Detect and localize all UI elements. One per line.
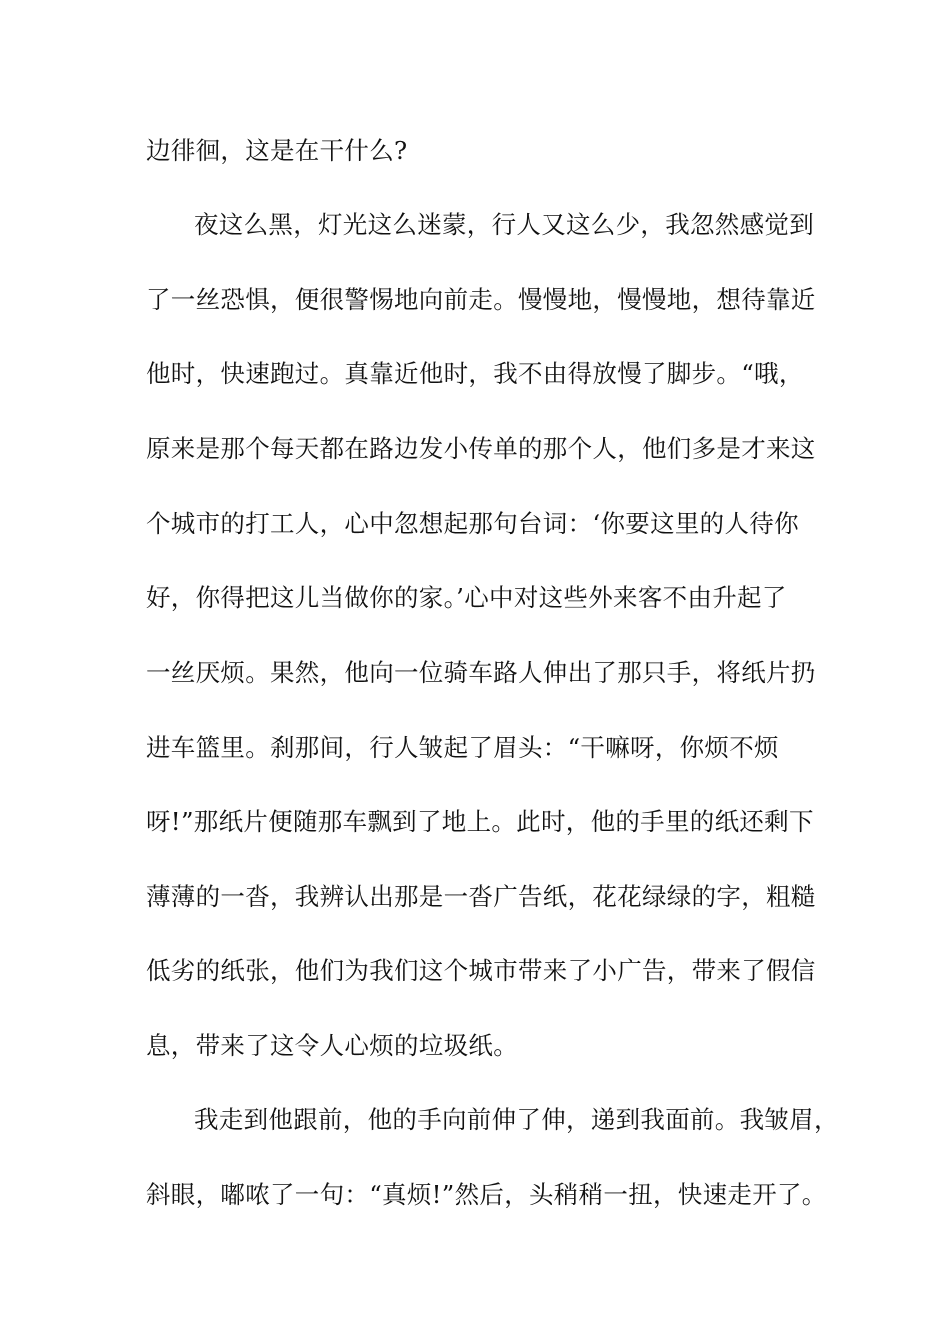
text-line: 好，你得把这儿当做你的家。’心中对这些外来客不由升起了 — [146, 583, 787, 612]
text-line: 进车篮里。刹那间，行人皱起了眉头：“干嘛呀，你烦不烦 — [146, 733, 779, 762]
text-line: 了一丝恐惧，便很警惕地向前走。慢慢地，慢慢地，想待靠近 — [146, 285, 816, 314]
text-line: 斜眼，嘟哝了一句：“真烦!”然后，头稍稍一扭，快速走开了。 — [146, 1180, 827, 1209]
text-line: 一丝厌烦。果然，他向一位骑车路人伸出了那只手，将纸片扔 — [146, 658, 816, 687]
text-line: 个城市的打工人，心中忽想起那句台词：‘你要这里的人待你 — [146, 509, 799, 538]
text-line: 原来是那个每天都在路边发小传单的那个人，他们多是才来这 — [146, 434, 816, 463]
paragraph-start-line: 夜这么黑，灯光这么迷蒙，行人又这么少，我忽然感觉到 — [194, 210, 814, 239]
text-line: 低劣的纸张，他们为我们这个城市带来了小广告，带来了假信 — [146, 956, 816, 985]
text-line: 呀!”那纸片便随那车飘到了地上。此时，他的手里的纸还剩下 — [146, 807, 814, 836]
text-line: 息，带来了这令人心烦的垃圾纸。 — [146, 1031, 518, 1060]
paragraph-start-line: 我走到他跟前，他的手向前伸了伸，递到我面前。我皱眉， — [194, 1105, 839, 1134]
text-line: 边徘徊，这是在干什么? — [146, 136, 408, 165]
text-line: 他时，快速跑过。真靠近他时，我不由得放慢了脚步。“哦， — [146, 359, 804, 388]
text-line: 薄薄的一沓，我辨认出那是一沓广告纸，花花绿绿的字，粗糙 — [146, 882, 816, 911]
